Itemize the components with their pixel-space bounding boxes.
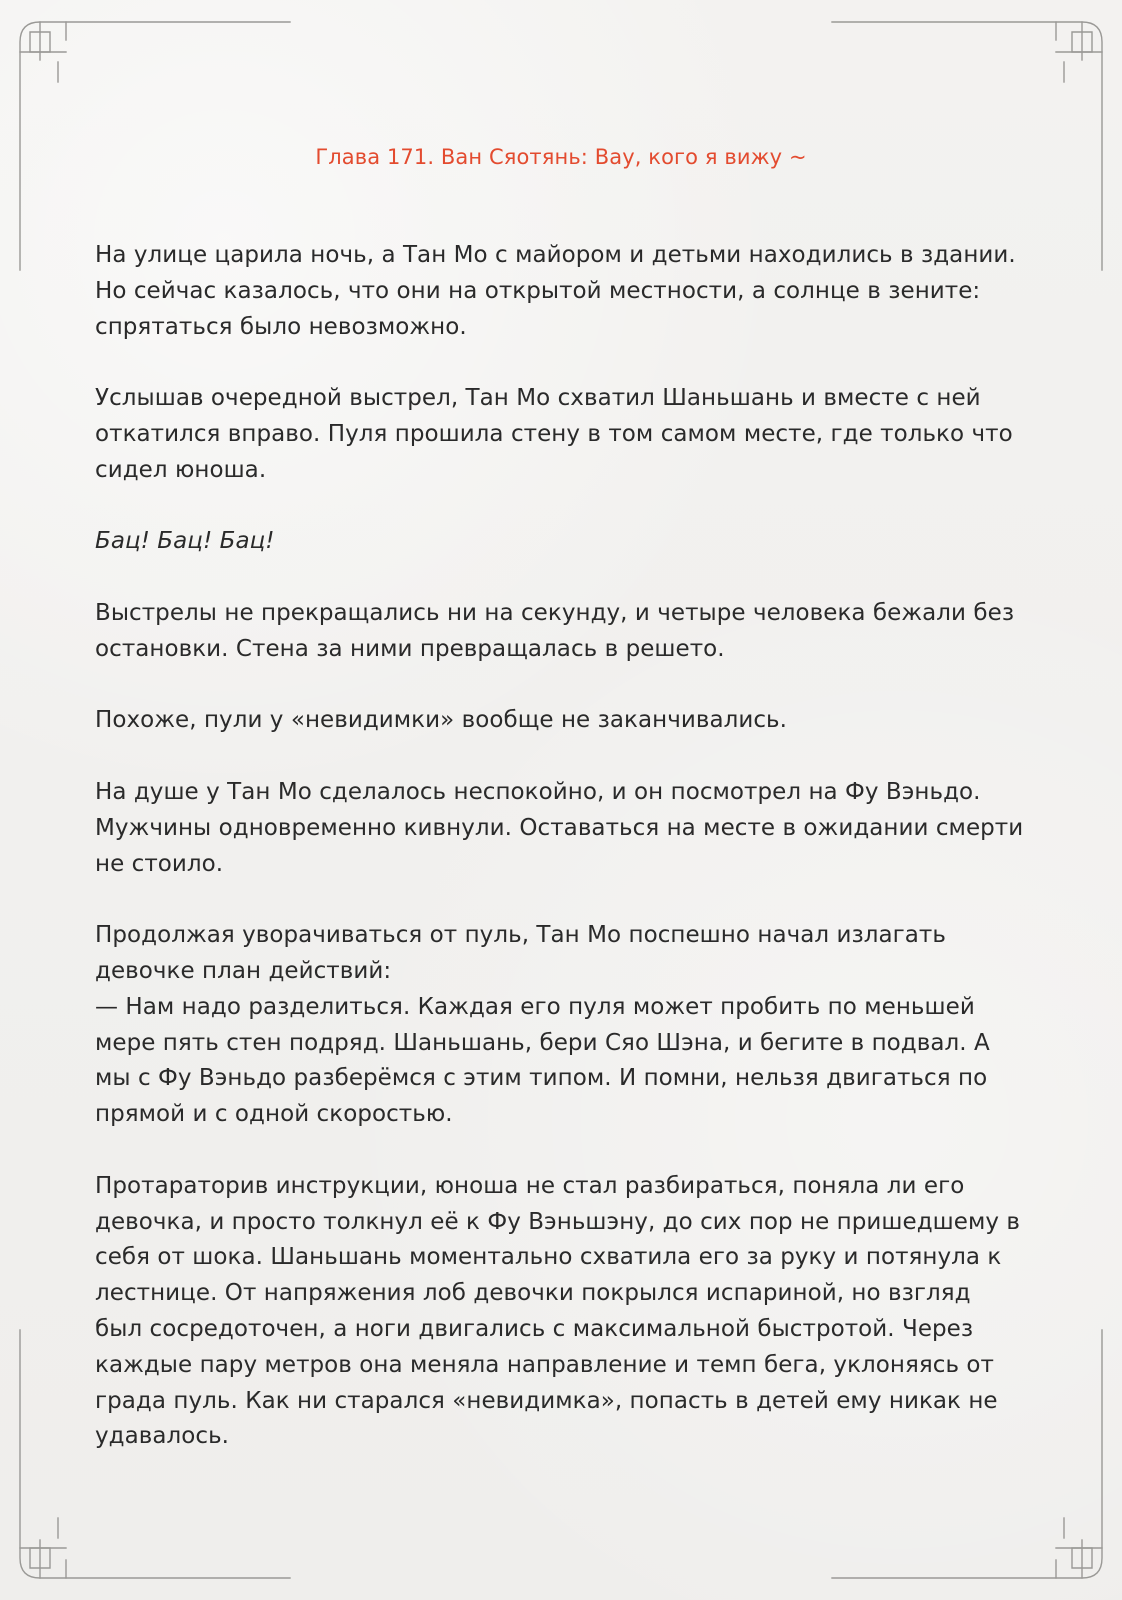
dialogue-paragraph: — Нам надо разделиться. Каждая его пуля может пробить по меньшей мере пять стен подряд. Шаньшань, бери Сяо Шэна, и бегите в подвал. А мы с Фу Вэньдо разберёмся с этим типом. И помни, нельзя двигаться по прямой и с одной скоростью.: [95, 993, 990, 1128]
paragraph: Услышав очередной выстрел, Тан Мо схватил Шаньшань и вместе с ней откатился вправо. Пуля прошила стену в том самом месте, где только что сидел юноша.: [95, 385, 1013, 483]
paragraph: Продолжая уворачиваться от пуль, Тан Мо поспешно начал излагать девочке план действий:: [95, 922, 946, 984]
paragraph: На душе у Тан Мо сделалось неспокойно, и он посмотрел на Фу Вэньдо. Мужчины одновременно кивнули. Оставаться на месте в ожидании смерти не стоило.: [95, 778, 1024, 877]
chapter-body: [95, 238, 1025, 1491]
paragraph: Протараторив инструкции, юноша не стал разбираться, поняла ли его девочка, и просто толкнул её к Фу Вэньшэну, до сих пор не пришедшему в себя от шока. Шаньшань моментально схватила его за руку и потянула к лестнице. От напряжения лоб девочки покрылся испариной, но взгляд был сосредоточен, а ноги двигались с максимальной быстротой. Через каждые пару метров она меняла направление и темп бега, уклоняясь от града пуль. Как ни старался «невидимка», попасть в детей ему никак не удавалось.: [95, 1172, 1020, 1450]
paragraph: На улице царила ночь, а Тан Мо с майором и детьми находились в здании. Но сейчас казалось, что они на открытой местности, а солнце в зените: спрятаться было невозможно.: [95, 242, 1016, 340]
sound-effect-paragraph: Бац! Бац! Бац!: [95, 528, 275, 555]
chapter-title: Глава 171. Ван Сяотянь: Вау, кого я вижу ~: [315, 145, 807, 169]
paragraph: Похоже, пули у «невидимки» вообще не заканчивались.: [95, 707, 788, 734]
paragraph: Выстрелы не прекращались ни на секунду, и четыре человека бежали без остановки. Стена за ними превращалась в решето.: [95, 599, 1015, 662]
